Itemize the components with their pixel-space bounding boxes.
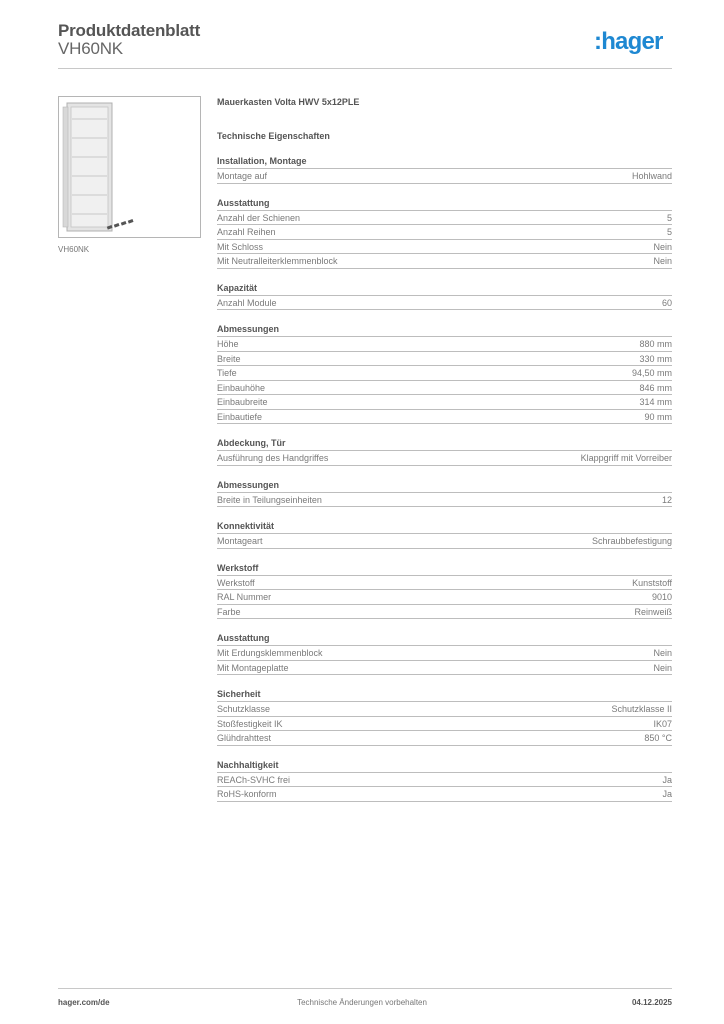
spec-group [217,437,672,466]
spec-value: Nein [653,241,672,252]
spec-value: Hohlwand [631,171,672,181]
spec-value: Nein [653,256,672,266]
spec-group-title: Sicherheit [217,688,672,702]
spec-row [217,717,672,732]
spec-label: Anzahl Module [217,297,277,308]
spec-group-title: Nachhaltigkeit [217,759,672,773]
document-title: Produktdatenblatt [58,21,201,40]
spec-group [217,759,672,802]
spec-value: Nein [653,648,672,658]
spec-group-title: Kapazität [217,282,672,296]
spec-row [217,451,672,466]
spec-label: Breite in Teilungseinheiten [217,494,322,505]
spec-label: Einbauhöhe [217,382,266,393]
spec-group [217,197,672,269]
spec-value: 90 mm [644,411,672,422]
spec-value: 850 °C [644,733,672,743]
spec-row [217,352,672,367]
spec-group-title: Installation, Montage [217,155,672,169]
spec-value: 5 [666,212,672,223]
spec-row [217,590,672,605]
spec-value: 12 [661,494,672,505]
spec-label: Werkstoff [217,577,255,588]
spec-row [217,493,672,508]
spec-sheet [217,96,672,802]
spec-label: REACh-SVHC frei [217,774,291,785]
spec-value: 9010 [651,592,672,602]
spec-group-title: Konnektivität [217,520,672,534]
spec-row [217,211,672,226]
header-divider [58,68,672,69]
spec-value: 60 [661,297,672,308]
spec-row [217,366,672,381]
spec-value: 880 mm [639,339,672,349]
spec-row [217,534,672,549]
spec-row [217,702,672,717]
wall-box-illustration [59,97,200,237]
hager-logo: :hager [594,28,663,55]
spec-value: Nein [653,662,672,673]
spec-label: Farbe [217,606,241,617]
spec-group-title: Abdeckung, Tür [217,437,672,451]
spec-row [217,731,672,746]
spec-label: Mit Neutralleiterklemmenblock [217,256,338,266]
spec-row [217,661,672,676]
spec-label: Höhe [217,339,239,349]
footer-notice: Technische Änderungen vorbehalten [297,998,427,1007]
spec-value: IK07 [653,718,672,729]
spec-group [217,632,672,675]
spec-row [217,605,672,620]
product-image [58,96,201,238]
spec-group [217,155,672,184]
spec-label: Glühdrahttest [217,733,272,743]
spec-row [217,225,672,240]
spec-label: Montageart [217,536,263,546]
spec-value: 314 mm [639,397,672,407]
spec-value: 5 [666,227,672,237]
spec-row [217,787,672,802]
spec-label: Ausführung des Handgriffes [217,453,329,463]
spec-row [217,254,672,269]
spec-label: Anzahl Reihen [217,227,276,237]
spec-row [217,337,672,352]
spec-value: Schutzklasse II [611,704,672,714]
spec-label: Breite [217,353,241,364]
spec-value: 94,50 mm [631,368,672,378]
spec-row [217,240,672,255]
spec-label: Einbaubreite [217,397,268,407]
spec-row [217,773,672,788]
spec-group [217,520,672,549]
spec-label: Mit Erdungsklemmenblock [217,648,323,658]
footer-divider [58,988,672,989]
spec-row [217,381,672,396]
footer-website: hager.com/de [58,998,110,1007]
product-code: VH60NK [58,39,123,58]
spec-label: RAL Nummer [217,592,272,602]
spec-row [217,646,672,661]
spec-group-title: Abmessungen [217,323,672,337]
spec-row [217,410,672,425]
spec-label: Mit Montageplatte [217,662,289,673]
spec-label: Mit Schloss [217,241,264,252]
spec-label: Stoßfestigkeit IK [217,718,283,729]
spec-row [217,169,672,184]
spec-label: Schutzklasse [217,704,271,714]
spec-groups [217,155,672,802]
spec-value: Reinweiß [634,606,672,617]
spec-group-title: Ausstattung [217,197,672,211]
spec-value: Kunststoff [632,577,672,588]
spec-value: 330 mm [639,353,672,364]
spec-group [217,479,672,508]
spec-label: Montage auf [217,171,268,181]
footer-date: 04.12.2025 [631,998,672,1007]
spec-group [217,688,672,746]
section-title: Technische Eigenschaften [217,131,330,141]
product-image-caption: VH60NK [58,245,90,254]
spec-group [217,562,672,620]
spec-label: Anzahl der Schienen [217,212,301,223]
spec-row [217,296,672,311]
spec-row [217,395,672,410]
spec-value: Klappgriff mit Vorreiber [580,453,672,463]
spec-label: Einbautiefe [217,411,263,422]
spec-label: RoHS-konform [217,789,277,799]
spec-group-title: Werkstoff [217,562,672,576]
spec-group [217,323,672,424]
product-name: Mauerkasten Volta HWV 5x12PLE [217,97,360,107]
spec-label: Tiefe [217,368,237,378]
spec-value: Schraubbefestigung [591,536,672,546]
spec-group-title: Abmessungen [217,479,672,493]
spec-value: Ja [662,774,672,785]
spec-row [217,576,672,591]
spec-group [217,282,672,311]
spec-group-title: Ausstattung [217,632,672,646]
spec-value: Ja [662,789,672,799]
spec-value: 846 mm [639,382,672,393]
